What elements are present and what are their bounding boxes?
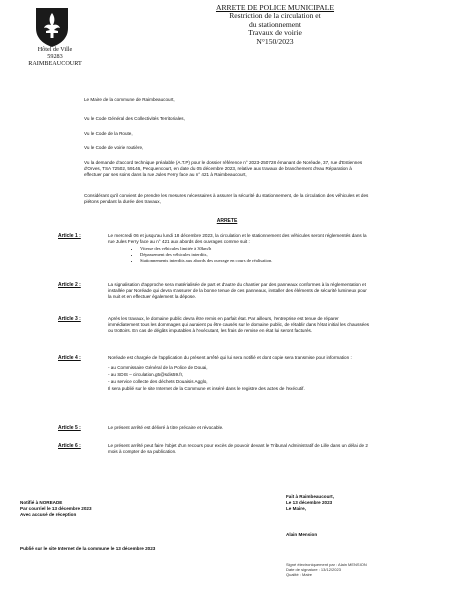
article-3-text: Après les travaux, le domaine public devra être remis en parfait état. Par ailleurs, l'entreprise est tenue de réparer immédiatement tous les dommages qui auraient pu être causés sur le domaine public, de rétablir dans l'état initial les chaussées ou trottoirs. En cas de dégâts imputables à l'exécutant, les frais de remise en état lui seront facturés. (108, 316, 370, 334)
recipient-waste-service: - au service collecte des déchets Douaisis Agglo, (108, 379, 208, 385)
fleur-de-lis-icon (34, 6, 70, 48)
list-item: • Stationnements interdits aux abords des ouvrage en cours de réalisation. (140, 258, 370, 264)
signature-place-date (286, 494, 406, 513)
signer-name: Alain Mension (286, 532, 318, 537)
article-3-label: Article 3 : (58, 316, 81, 322)
publication-note: Il sera publié sur le site Internet de la Commune et inséré dans le registre des actes de l'exécutif. (108, 386, 305, 392)
preamble-considering: Considérant qu'il convient de prendre les mesures nécessaires à assurer la sécurité du stationnement, de la circulation des véhicules et des piétons pendant la durée des travaux, (84, 193, 369, 205)
document-header (180, 4, 370, 46)
arrete-heading: ARRETE (216, 218, 238, 224)
article-4-body: Noréade est chargée de l'application du présent arrêté qui lui sera notifié et dont copie sera transmise pour information : (108, 355, 352, 360)
document-title: ARRETE DE POLICE MUNICIPALE (215, 3, 335, 12)
preamble-code-voirie: Vu le Code de voirie routière, (84, 145, 144, 150)
header-line-4: Travaux de voirie (248, 28, 302, 38)
article-2-text: La signalisation d'approche sera matérialisée de part et d'autre du chantier par des panneaux conformes à la réglementation et installée par Noréade qui devra s'assurer de la bonne tenue de ces panneaux, installer des éléments de sécurité lumineux pour la nuit et en effectuer également la dépose. (108, 282, 367, 300)
preamble-mayor: Le Maire de la commune de Raimbeaucourt, (84, 97, 175, 102)
recipient-police: - au Commissaire Général de la Police de Douai, (108, 365, 208, 371)
signature-date: Le 13 décembre 2023 (286, 500, 333, 506)
signature-date-stamp: Date de signature : 13/12/2023 (286, 567, 341, 572)
notification-block (20, 500, 170, 519)
town-address (20, 46, 90, 67)
signed-by: Signé électroniquement par : Alain MENSION (286, 562, 367, 567)
preamble-code-route: Vu le Code de la Route, (84, 131, 133, 136)
decree-number: N°150/2023 (256, 36, 294, 46)
town-hall-label: Hôtel de Ville (37, 46, 73, 53)
preamble-request: Vu la demande d'accord technique préalable (A.T.P) pour le dossier référence n° 2023-250728 émanant de Noréade, 37, rue d'Estiennes d'Orves, TSA 72502, 59146, Pecquencourt, en date du 05 décembre 2023, relative aux travaux de branchement d'eau Réparation à effectuer par ses soins dans la rue Jules Ferry face au n° 421 à Raimbeaucourt, (84, 160, 363, 178)
preamble-cgct: Vu le Code Général des Collectivités Territoriales, (84, 116, 185, 121)
notified-to: Notifié à NOREADE (20, 500, 63, 505)
receipt-note: Avec accusé de réception (20, 512, 77, 518)
article-6-text: Le présent arrêté peut faire l'objet d'un recours pour excès de pouvoir devant le Tribunal Administratif de Lille dans un délai de 2 mois à compter de sa publication. (108, 443, 368, 455)
mayor-title: Le Maire, (286, 506, 306, 512)
header-line-2: Restriction de la circulation et (229, 11, 321, 21)
article-2-label: Article 2 : (58, 282, 81, 288)
article-1-text (108, 233, 370, 264)
article-5-text: Le présent arrêté est délivré à titre précaire et révocable. (108, 425, 224, 430)
article-5-label: Article 5 : (58, 425, 81, 431)
publication-line: Publié sur le site Internet de la commune le 13 décembre 2023 (20, 546, 156, 551)
article-1-body: Le mercredi 06 et jusqu'au lundi 18 décembre 2023, la circulation et le stationnement des véhicules seront réglementés dans la rue Jules Ferry face au n° 421 aux abords des ouvrages comme suit : (108, 233, 367, 245)
header-line-3: du stationnement (248, 19, 302, 29)
article-1-label: Article 1 : (58, 233, 81, 239)
notified-by-mail: Par courriel le 13 décembre 2023 (20, 506, 92, 512)
article-6-label: Article 6 : (58, 443, 81, 449)
list-item: • Dépassement des véhicules interdits, (140, 252, 370, 258)
electronic-signature-stamp (286, 562, 426, 577)
list-item: • Vitesse des véhicules limitée à 30km/h (140, 246, 370, 252)
done-at: Fait à Raimbeaucourt, (286, 494, 334, 499)
article-4-text (108, 355, 370, 393)
article-4-label: Article 4 : (58, 355, 81, 361)
town-postcode: 59283 RAIMBEAUCOURT (28, 53, 82, 67)
recipient-sdis: - au SDIS – circulation.g5@sdis59.fr, (108, 372, 184, 378)
signer-quality: Qualité : Maire (286, 572, 313, 577)
article-1-list (108, 246, 370, 263)
